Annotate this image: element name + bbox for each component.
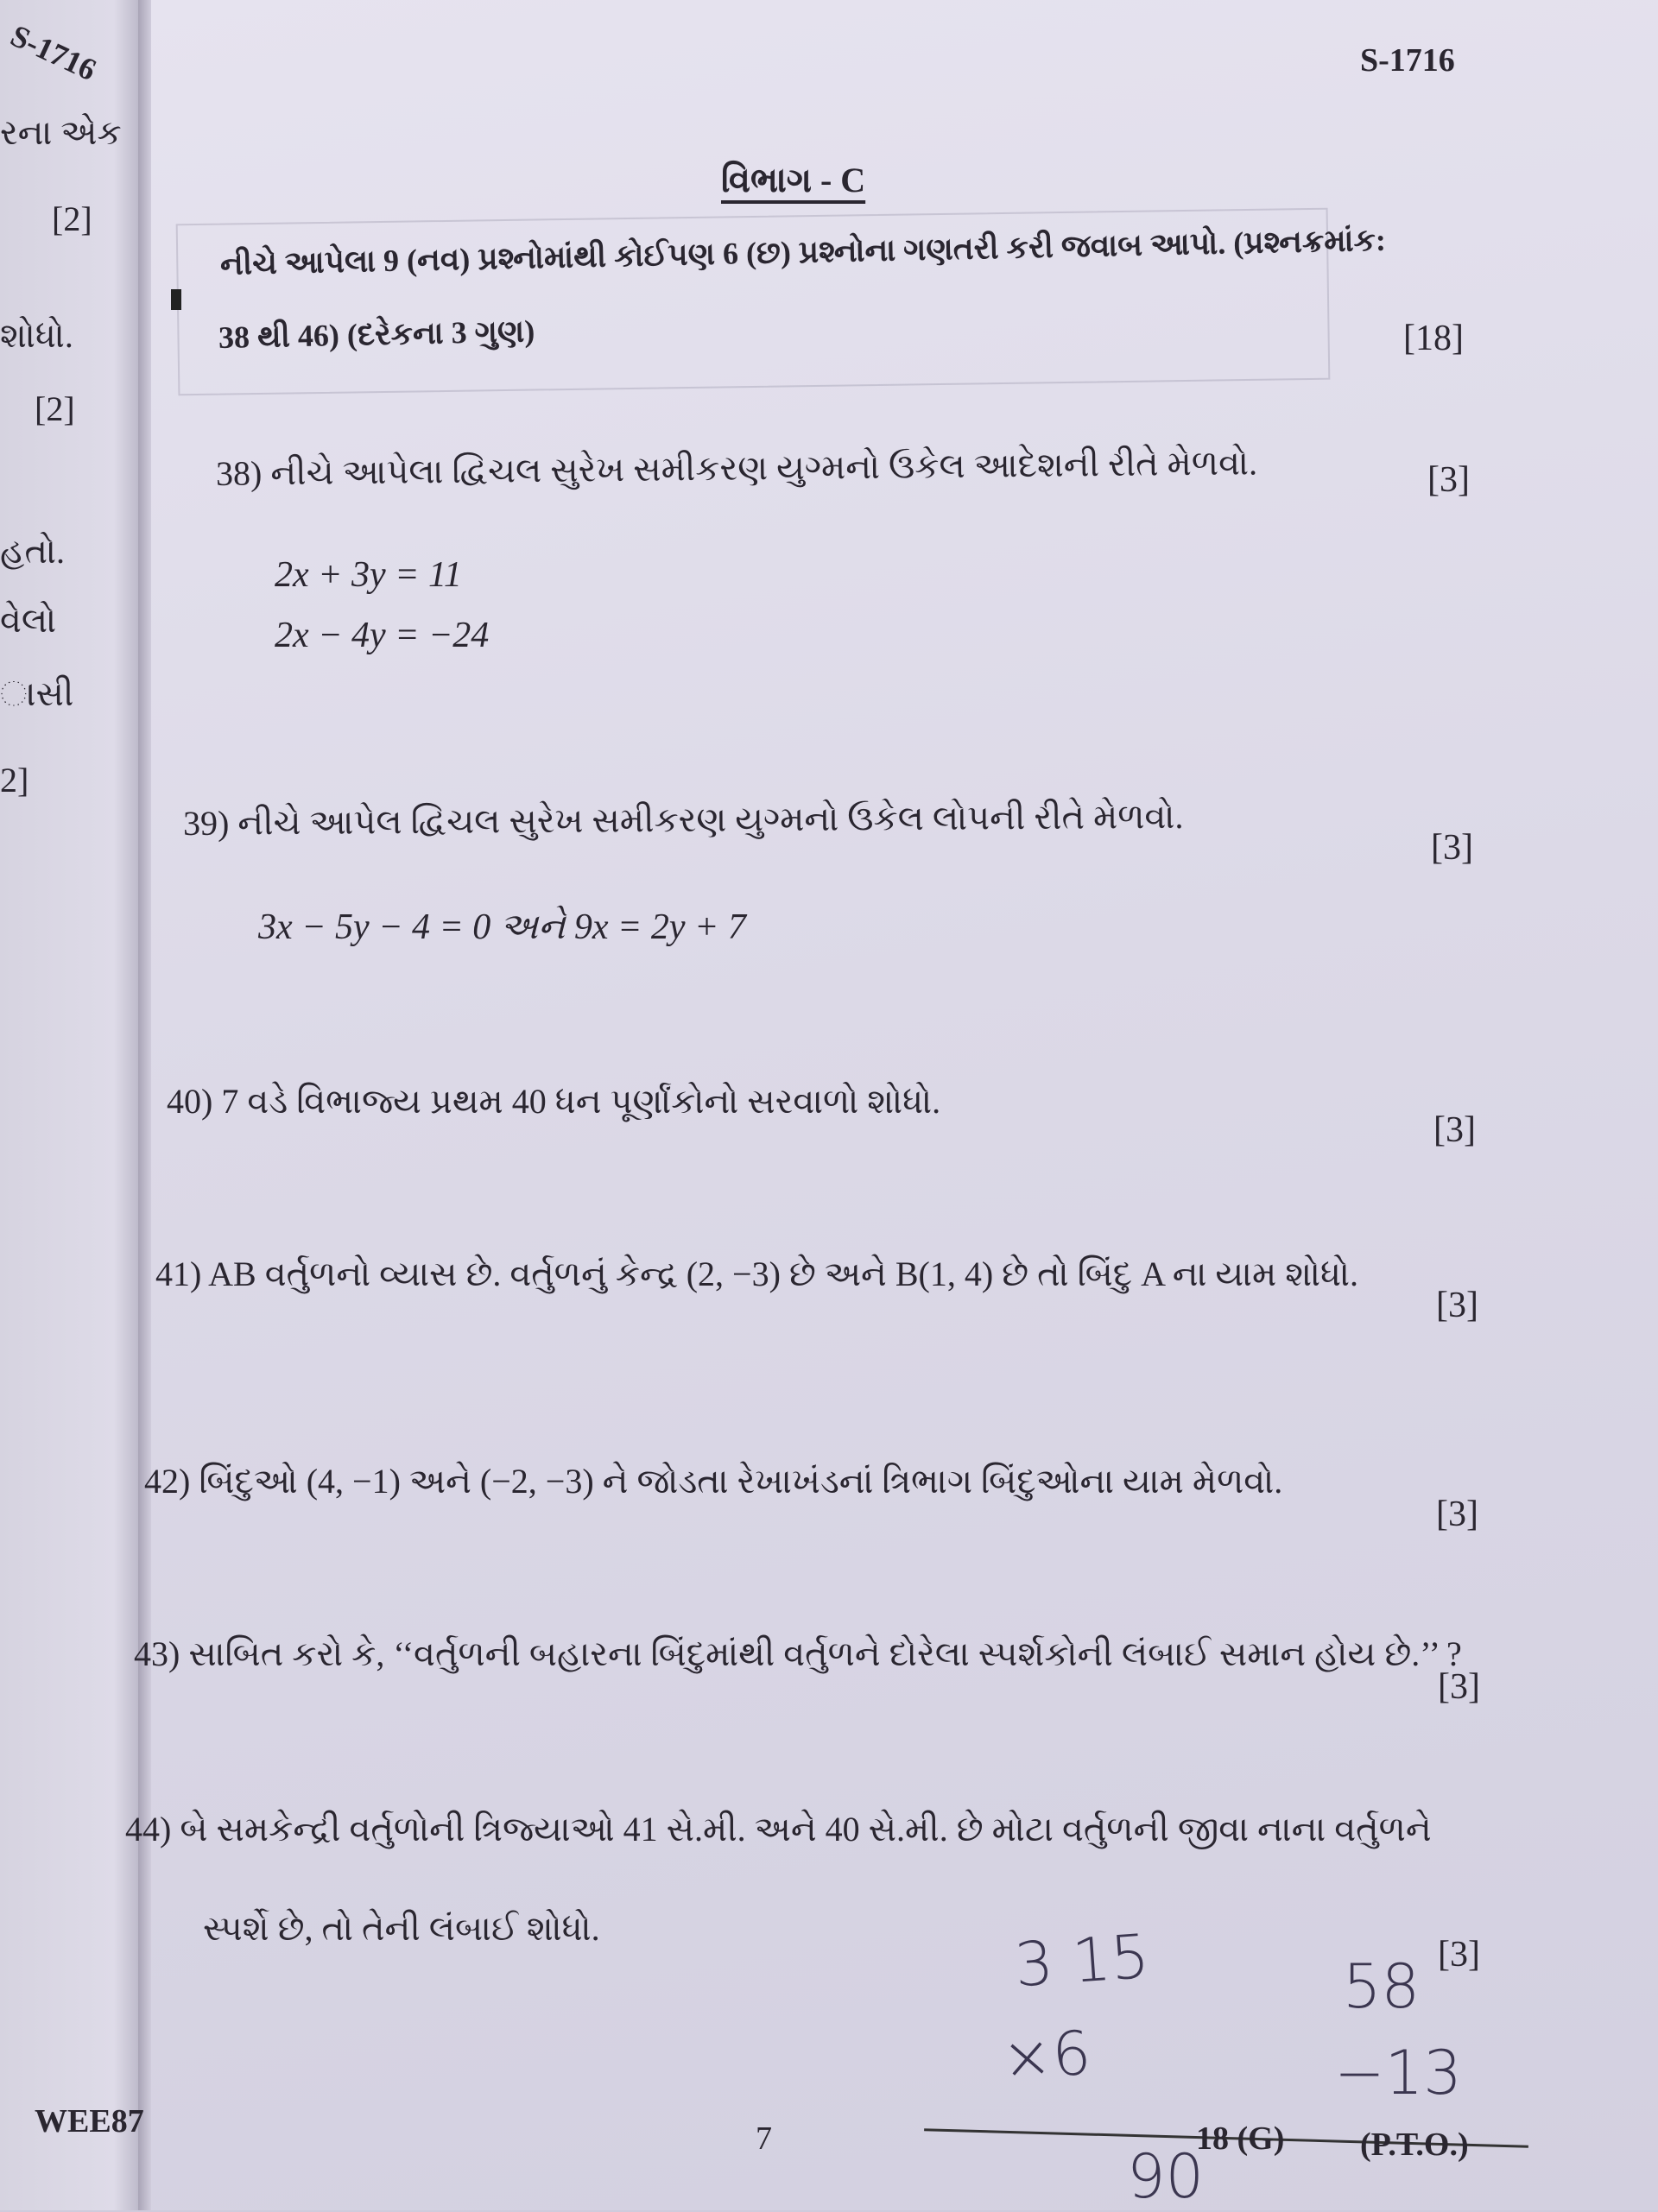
handwritten-note: 90 xyxy=(1127,2141,1205,2212)
equation: 3x − 5y − 4 = 0 અને 9x = 2y + 7 xyxy=(258,907,746,947)
question-text: AB વર્તુળનો વ્યાસ છે. વર્તુળનું કેન્દ્ર (2, −3) છે અને B(1, 4) છે તો બિંદુ A ના યામ શોધો. xyxy=(208,1255,1359,1293)
section-title: વિભાગ - C xyxy=(721,161,866,199)
question-42 xyxy=(144,1461,1282,1501)
question-marks: [3] xyxy=(1436,1286,1478,1325)
question-marks: [3] xyxy=(1438,1667,1480,1707)
question-44 xyxy=(125,1809,1432,1849)
question-text: બિંદુઓ (4, −1) અને (−2, −3) ને જોડતા રેખાખંડનાં ત્રિભાગ બિંદુઓના યામ મેળવો. xyxy=(199,1462,1283,1501)
left-fragment: હતો. xyxy=(0,532,65,571)
question-number: 44) xyxy=(125,1810,172,1849)
pto-label: (P.T.O.) xyxy=(1360,2127,1469,2163)
left-fragment: રના એક xyxy=(0,113,122,152)
set-code: 18 (G) xyxy=(1196,2120,1285,2157)
question-number: 40) xyxy=(167,1082,213,1121)
section-marks: [18] xyxy=(1403,319,1464,358)
left-fragment: S-1716 xyxy=(5,17,102,88)
question-44-line-2: સ્પર્શે છે, તો તેની લંબાઈ શોધો. xyxy=(203,1909,600,1948)
question-text: સાબિત કરો કે, ‘‘વર્તુળની બહારના બિંદુમાંથી વર્તુળને દોરેલા સ્પર્શકોની લંબાઈ સમાન હોય છે.’’ ? xyxy=(188,1634,1462,1673)
footer-code: WEE87 xyxy=(35,2103,144,2139)
left-fragment: ાસી xyxy=(0,674,74,713)
left-fragment: શોધો. xyxy=(0,316,73,355)
question-40 xyxy=(167,1081,940,1122)
left-fragment: [2] xyxy=(35,389,75,428)
question-marks: [3] xyxy=(1431,828,1473,868)
left-fragment: [2] xyxy=(52,199,92,238)
handwritten-note: 58 xyxy=(1343,1951,1421,2022)
page-number: 7 xyxy=(756,2120,772,2157)
question-marks: [3] xyxy=(1438,1935,1480,1975)
left-fragment: વેલો xyxy=(0,601,57,640)
question-39 xyxy=(183,796,1184,844)
question-text: નીચે આપેલા દ્વિચલ સુરેખ સમીકરણ યુગ્મનો ઉકેલ આદેશની રીતે મેળવો. xyxy=(270,443,1258,493)
question-text: 7 વડે વિભાજ્ય પ્રથમ 40 ધન પૂર્ણાંકોનો સરવાળો શોધો. xyxy=(221,1082,941,1121)
handwritten-note: −13 xyxy=(1334,2038,1462,2108)
instruction-line-2: 38 થી 46) (દરેકના 3 ગુણ) xyxy=(218,313,535,355)
question-number: 42) xyxy=(144,1462,191,1501)
question-38 xyxy=(216,442,1258,494)
paper-code: S-1716 xyxy=(1360,42,1455,79)
question-number: 43) xyxy=(134,1634,180,1673)
question-text: બે સમકેન્દ્રી વર્તુળોની ત્રિજ્યાઓ 41 સે.મી. અને 40 સે.મી. છે મોટા વર્તુળની જીવા નાના વર્તુળને xyxy=(180,1810,1432,1849)
adjacent-page-edge xyxy=(0,0,142,2210)
question-marks: [3] xyxy=(1427,460,1470,500)
equation: 2x + 3y = 11 xyxy=(275,555,462,595)
bullet-icon xyxy=(171,289,181,310)
question-number: 38) xyxy=(215,453,263,493)
question-text: નીચે આપેલ દ્વિચલ સુરેખ સમીકરણ યુગ્મનો ઉકેલ લોપની રીતે મેળવો. xyxy=(237,796,1184,843)
handwritten-note: 3 15 xyxy=(1012,1920,1152,2001)
instruction-line-1: નીચે આપેલા 9 (નવ) પ્રશ્નોમાંથી કોઈપણ 6 (છ) પ્રશ્નોના ગણતરી કરી જવાબ આપો. (પ્રશ્નક્રમાંક: xyxy=(219,222,1387,281)
question-41 xyxy=(155,1254,1358,1294)
question-number: 39) xyxy=(182,803,230,843)
question-marks: [3] xyxy=(1436,1495,1478,1534)
left-fragment: 2] xyxy=(0,761,29,799)
question-number: 41) xyxy=(155,1255,202,1293)
question-marks: [3] xyxy=(1433,1110,1476,1150)
equation: 2x − 4y = −24 xyxy=(275,616,490,655)
handwritten-note: ×6 xyxy=(999,2017,1093,2095)
question-43 xyxy=(134,1634,1462,1674)
